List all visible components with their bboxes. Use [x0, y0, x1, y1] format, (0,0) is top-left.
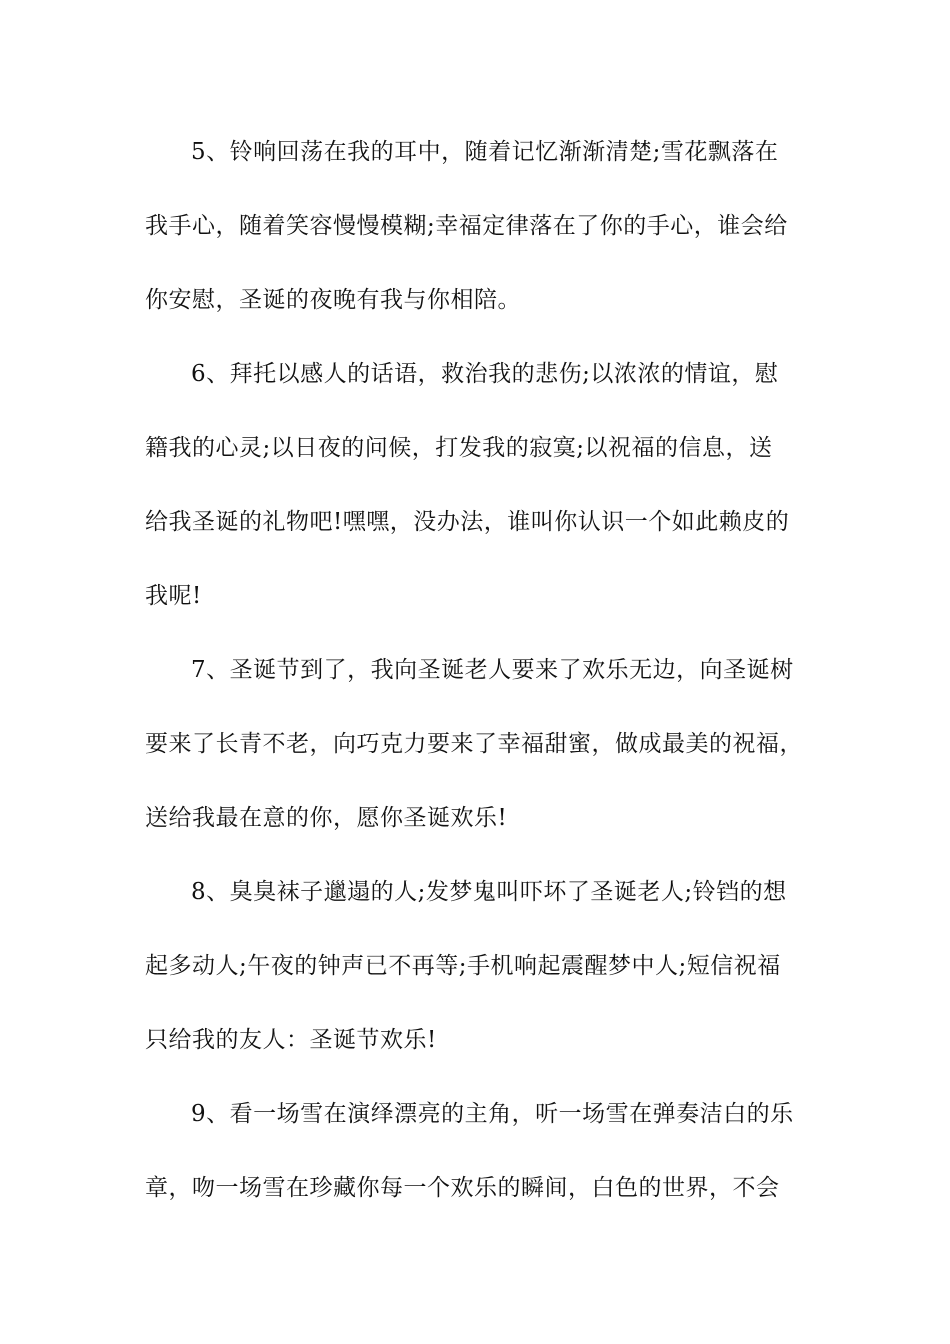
paragraph-line: 起多动人;午夜的钟声已不再等;手机响起震醒梦中人;短信祝福	[145, 953, 781, 979]
paragraph-line: 我呢!	[145, 583, 202, 609]
paragraph-line: 5、铃响回荡在我的耳中，随着记忆渐渐清楚;雪花飘落在	[191, 139, 779, 165]
paragraph-line: 章，吻一场雪在珍藏你每一个欢乐的瞬间，白色的世界，不会	[145, 1175, 780, 1201]
paragraph-line: 8、臭臭袜子邋遢的人;发梦鬼叫吓坏了圣诞老人;铃铛的想	[191, 879, 787, 905]
paragraph-8	[145, 862, 809, 1084]
paragraph-5	[145, 122, 809, 344]
paragraph-line: 9、看一场雪在演绎漂亮的主角，听一场雪在弹奏洁白的乐	[191, 1101, 794, 1127]
paragraph-9	[145, 1084, 809, 1232]
paragraph-line: 6、拜托以感人的话语，救治我的悲伤;以浓浓的情谊，慰	[191, 361, 779, 387]
paragraph-line: 你安慰，圣诞的夜晚有我与你相陪。	[145, 287, 521, 313]
paragraph-line: 给我圣诞的礼物吧!嘿嘿，没办法，谁叫你认识一个如此赖皮的	[145, 509, 790, 535]
paragraph-line: 只给我的友人：圣诞节欢乐!	[145, 1027, 437, 1053]
paragraph-6	[145, 344, 809, 640]
paragraph-line: 7、圣诞节到了，我向圣诞老人要来了欢乐无边，向圣诞树	[191, 657, 794, 683]
paragraph-7	[145, 640, 809, 862]
paragraph-line: 要来了长青不老，向巧克力要来了幸福甜蜜，做成最美的祝福，	[145, 731, 803, 757]
paragraph-line: 送给我最在意的你，愿你圣诞欢乐!	[145, 805, 508, 831]
paragraph-line: 我手心，随着笑容慢慢模糊;幸福定律落在了你的手心，谁会给	[145, 213, 788, 239]
document-body	[145, 122, 809, 1232]
paragraph-line: 籍我的心灵;以日夜的问候，打发我的寂寞;以祝福的信息，送	[145, 435, 773, 461]
